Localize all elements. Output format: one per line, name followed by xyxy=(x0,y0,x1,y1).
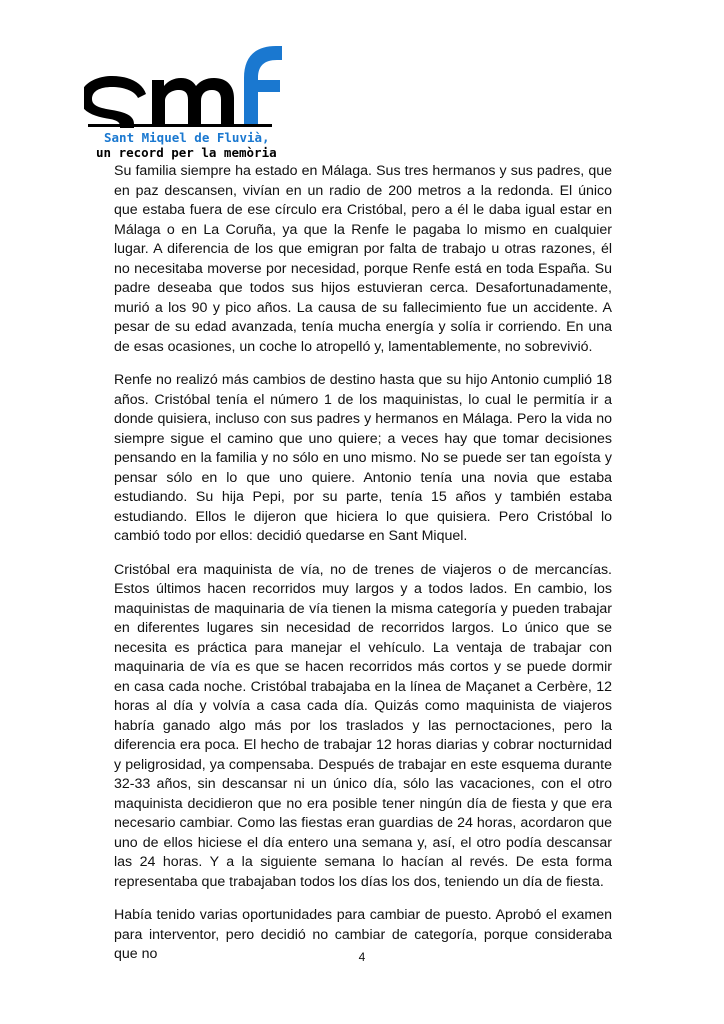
paragraph-1: Su familia siempre ha estado en Málaga. Sus tres hermanos y sus padres, que en paz descansen, vivían en un radio de 200 metros a la redonda. El único que estaba fuera de ese círculo era Cristóbal, pero a él le daba igual estar en Málaga o en La Coruña, ya que la Renfe le pagaba lo mismo en cualquier lugar. A diferencia de los que emigran por falta de trabajo u otras razones, él no necesitaba moverse por necesidad, porque Renfe está en toda España. Su padre deseaba que todos sus hijos estuvieran cerca. Desafortunadamente, murió a los 90 y pico años. La causa de su fallecimiento fue un accidente. A pesar de su edad avanzada, tenía mucha energía y solía ir corriendo. En una de esas ocasiones, un coche lo atropelló y, lamentablemente, no sobrevivió. xyxy=(114,163,612,355)
paragraph-2: Renfe no realizó más cambios de destino hasta que su hijo Antonio cumplió 18 años. Cristóbal tenía el número 1 de los maquinistas, lo cual le permitía ir a donde quisiera, incluso con sus padres y hermanos en Málaga. Pero la vida no siempre sigue el camino que uno quiere; a veces hay que tomar decisiones pensando en la familia y no sólo en uno mismo. No se puede ser tan egoísta y pensar sólo en lo que uno quiere. Antonio tenía una novia que estaba estudiando. Su hija Pepi, por su parte, tenía 15 años y también estaba estudiando. Ellos le dijeron que hiciera lo que quisiera. Pero Cristóbal lo cambió todo por ellos: decidió quedarse en Sant Miquel. xyxy=(114,372,612,544)
document-body xyxy=(114,162,612,979)
logo-tagline-line1: Sant Miquel de Fluvià, xyxy=(104,130,270,145)
paragraph-3: Cristóbal era maquinista de vía, no de trenes de viajeros o de mercancías. Estos últimos hacen recorridos muy largos y a todos lados. En cambio, los maquinistas de maquinaria de vía tienen la misma categoría y pueden trabajar en diferentes lugares sin necesidad de recorridos largos. Lo único que se necesita es práctica para manejar el vehículo. La ventaja de trabajar con maquinaria de vía es que se hacen recorridos más cortos y se puede dormir en casa cada noche. Cristóbal trabajaba en la línea de Maçanet a Cerbère, 12 horas al día y volvía a casa cada día. Quizás como maquinista de viajeros habría ganado algo más por los traslados y las pernoctaciones, pero la diferencia era poca. El hecho de trabajar 12 horas diarias y cobrar nocturnidad y peligrosidad, ya compensaba. Después de trabajar en este esquema durante 32-33 años, sin descansar ni un único día, sólo las vacaciones, con el otro maquinista decidieron que no era posible tener ningún día de fiesta y que era necesario cambiar. Como las fiestas eran guardias de 24 horas, acordaron que uno de ellos hiciese el día entero una semana y, así, el otro podía descansar las 24 horas. Y a la siguiente semana lo hacían al revés. De esta forma representaba que trabajaban todos los días los dos, teniendo un día de fiesta. xyxy=(114,561,612,890)
logo-tagline-line2: un record per la memòria xyxy=(96,145,277,160)
smf-logo-mark xyxy=(84,38,294,128)
page-number: 4 xyxy=(358,950,366,964)
logo-underline xyxy=(88,124,272,127)
smf-logo xyxy=(84,38,294,160)
paragraph-4: Había tenido varias oportunidades para cambiar de puesto. Aprobó el examen para interventor, pero decidió no cambiar de categoría, porque consideraba que no xyxy=(114,907,612,962)
